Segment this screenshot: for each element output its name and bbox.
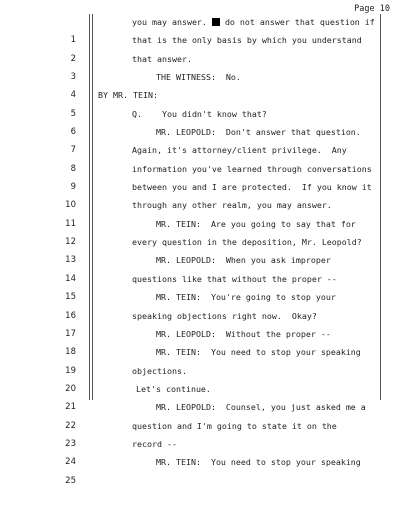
line-text: BY MR. TEIN: bbox=[98, 90, 158, 101]
line-number: 18 bbox=[65, 347, 76, 358]
line-text: that is the only basis by which you understand bbox=[132, 35, 362, 46]
transcript-lines bbox=[0, 13, 400, 486]
line-text: MR. LEOPOLD: Counsel, you just asked me a bbox=[156, 402, 366, 413]
line-text: questions like that without the proper -- bbox=[132, 273, 337, 284]
line-text: Q. You didn't know that? bbox=[132, 108, 267, 119]
redaction-block bbox=[212, 18, 220, 26]
line-number: 22 bbox=[65, 420, 76, 431]
line-number: 5 bbox=[70, 108, 76, 119]
line-text: objections. bbox=[132, 365, 187, 376]
line-number: 14 bbox=[65, 273, 76, 284]
line-number: 11 bbox=[65, 218, 76, 229]
line-number: 21 bbox=[65, 402, 76, 413]
transcript-line bbox=[0, 453, 400, 486]
line-number: 19 bbox=[65, 365, 76, 376]
line-text: information you've learned through conversations bbox=[132, 163, 372, 174]
line-number: 24 bbox=[65, 457, 76, 468]
line-text: that answer. bbox=[132, 53, 192, 64]
line-number: 16 bbox=[65, 310, 76, 321]
line-number: 25 bbox=[65, 475, 76, 486]
line-number: 1 bbox=[70, 35, 76, 46]
line-text: MR. LEOPOLD: Don't answer that question. bbox=[156, 127, 361, 138]
line-text: through any other realm, you may answer. bbox=[132, 200, 332, 211]
line-text: you may answer. do not answer that question if bbox=[132, 17, 375, 27]
line-number: 7 bbox=[70, 145, 76, 156]
line-text: MR. TEIN: You need to stop your speaking bbox=[156, 347, 361, 358]
line-text: MR. LEOPOLD: When you ask improper bbox=[156, 255, 331, 266]
line-number: 6 bbox=[70, 127, 76, 138]
line-number: 3 bbox=[70, 72, 76, 83]
line-number: 17 bbox=[65, 328, 76, 339]
line-text: MR. LEOPOLD: Without the proper -- bbox=[156, 328, 331, 339]
line-text: MR. TEIN: You're going to stop your bbox=[156, 292, 336, 303]
line-text: speaking objections right now. Okay? bbox=[132, 310, 317, 321]
line-number: 23 bbox=[65, 438, 76, 449]
line-number: 20 bbox=[65, 383, 76, 394]
line-number: 13 bbox=[65, 255, 76, 266]
page-number: Page 10 bbox=[354, 4, 390, 14]
line-text: between you and I are protected. If you know it bbox=[132, 182, 372, 193]
line-number: 8 bbox=[70, 163, 76, 174]
line-text: MR. TEIN: Are you going to say that for bbox=[156, 218, 356, 229]
line-number: 2 bbox=[70, 53, 76, 64]
line-number: 9 bbox=[70, 182, 76, 193]
line-number: 4 bbox=[70, 90, 76, 101]
line-text: Let's continue. bbox=[136, 383, 211, 394]
line-text: record -- bbox=[132, 438, 177, 449]
line-text: every question in the deposition, Mr. Leopold? bbox=[132, 237, 362, 248]
line-number: 15 bbox=[65, 292, 76, 303]
line-text: MR. TEIN: You need to stop your speaking bbox=[156, 457, 361, 468]
line-number: 10 bbox=[65, 200, 76, 211]
line-number: 12 bbox=[65, 237, 76, 248]
line-text: question and I'm going to state it on the bbox=[132, 420, 337, 431]
line-text: THE WITNESS: No. bbox=[156, 72, 241, 83]
line-text: Again, it's attorney/client privilege. Any bbox=[132, 145, 347, 156]
